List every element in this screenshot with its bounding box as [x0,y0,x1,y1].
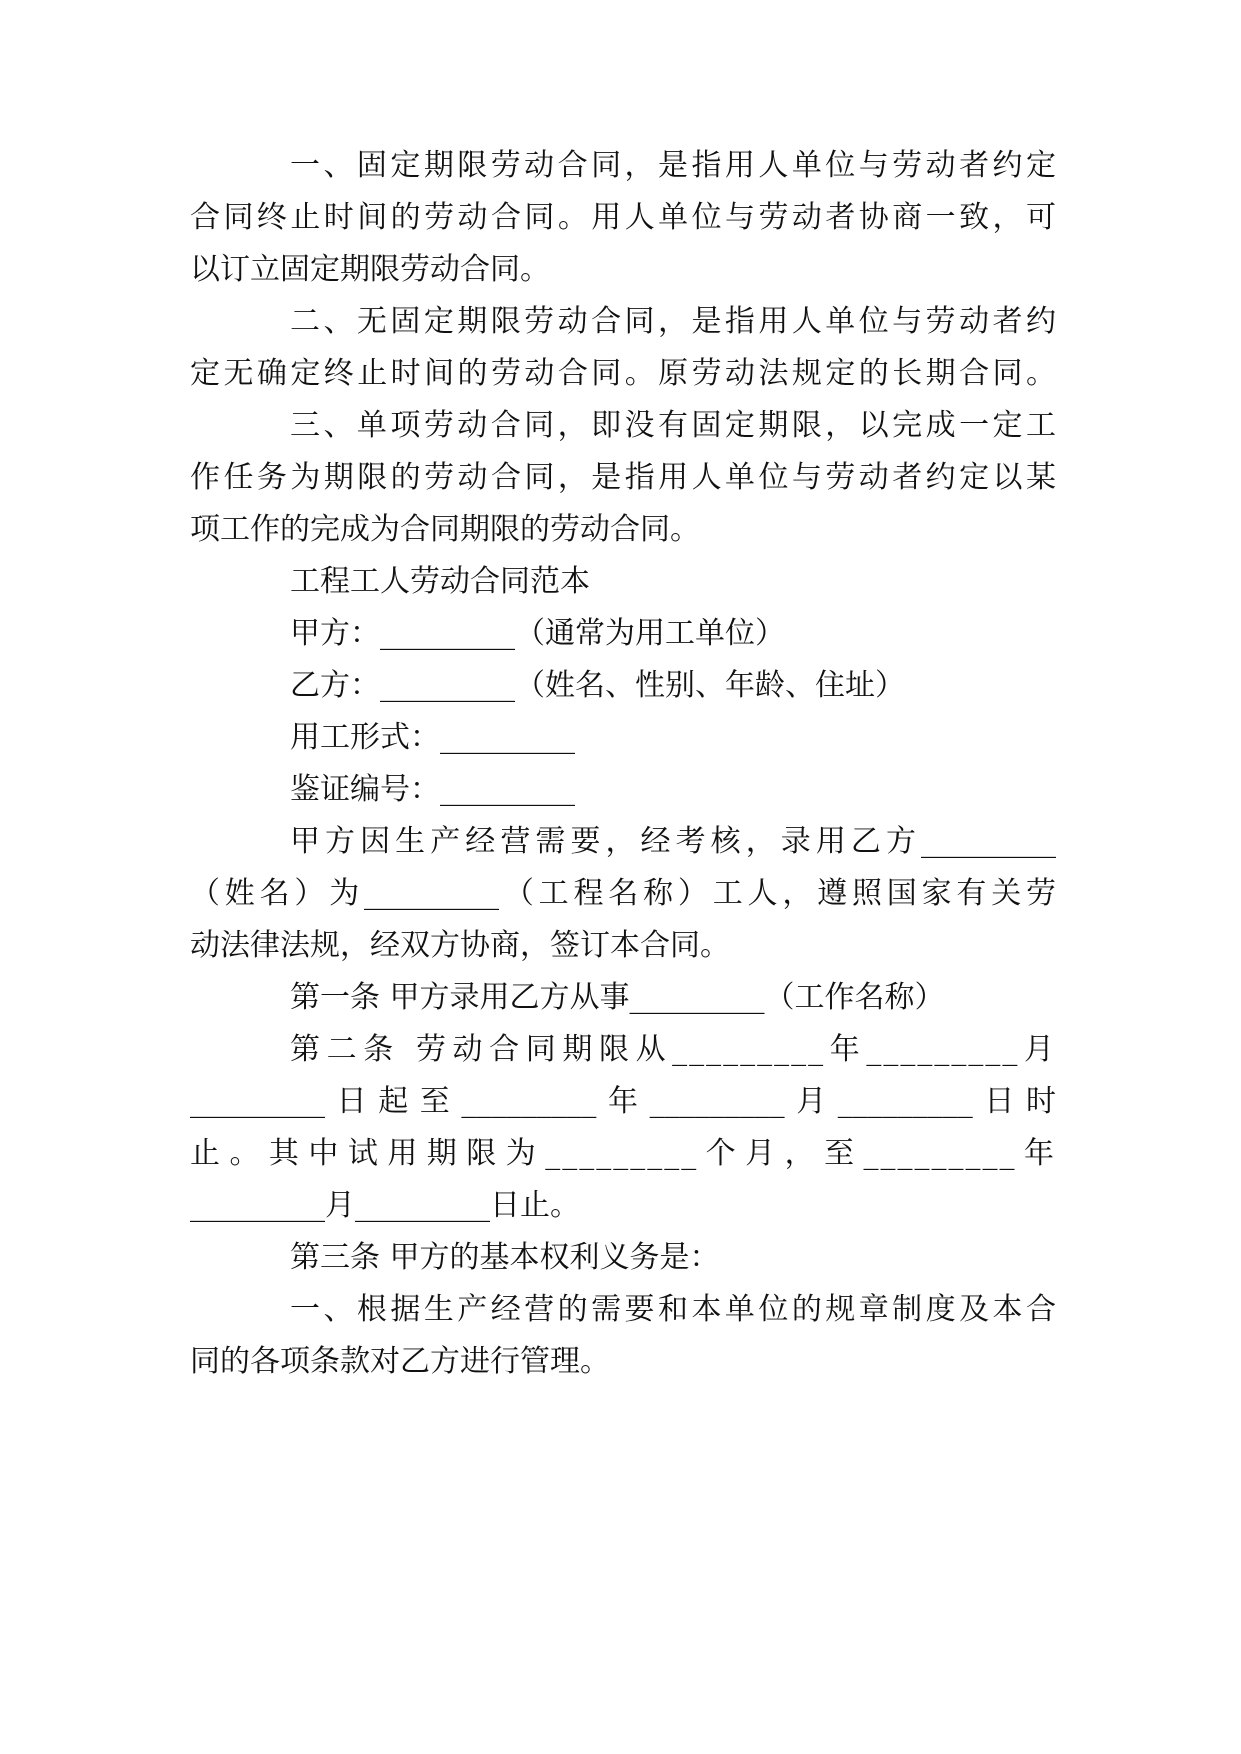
article-2-line: 第二条 劳动合同期限从_________年_________月 [290,1032,1056,1067]
text-line: 动法律法规，经双方协商，签订本合同。 [190,928,730,963]
certification-number-line: 鉴证编号：_________ [290,772,575,807]
text-line: 一、根据生产经营的需要和本单位的规章制度及本合 [290,1292,1056,1327]
party-a-line: 甲方：_________（通常为用工单位） [290,616,785,651]
text-line: _________日起至_________年_________月_________日时 [190,1084,1056,1119]
text-line: 以订立固定期限劳动合同。 [190,252,550,287]
text-line: 止。其中试用期限为_________个月，至_________年 [190,1136,1056,1171]
section-title: 工程工人劳动合同范本 [290,564,590,599]
text-line: 定无确定终止时间的劳动合同。原劳动法规定的长期合同。 [190,356,1056,391]
text-line: 甲方因生产经营需要，经考核，录用乙方_________ [290,824,1056,859]
text-line: （姓名）为_________（工程名称）工人，遵照国家有关劳 [190,876,1056,911]
text-line: _________月_________日止。 [190,1188,580,1223]
employment-form-line: 用工形式：_________ [290,720,575,755]
party-b-line: 乙方：_________（姓名、性别、年龄、住址） [290,668,905,703]
text-line: 一、固定期限劳动合同，是指用人单位与劳动者约定 [290,148,1056,183]
article-1-line: 第一条 甲方录用乙方从事_________（工作名称） [290,980,945,1015]
text-line: 项工作的完成为合同期限的劳动合同。 [190,512,700,547]
text-line: 同的各项条款对乙方进行管理。 [190,1344,610,1379]
text-line: 二、无固定期限劳动合同，是指用人单位与劳动者约 [290,304,1056,339]
text-line: 合同终止时间的劳动合同。用人单位与劳动者协商一致，可 [190,200,1056,235]
text-line: 三、单项劳动合同，即没有固定期限，以完成一定工 [290,408,1056,443]
article-3-line: 第三条 甲方的基本权利义务是： [290,1240,720,1275]
text-line: 作任务为期限的劳动合同，是指用人单位与劳动者约定以某 [190,460,1056,495]
